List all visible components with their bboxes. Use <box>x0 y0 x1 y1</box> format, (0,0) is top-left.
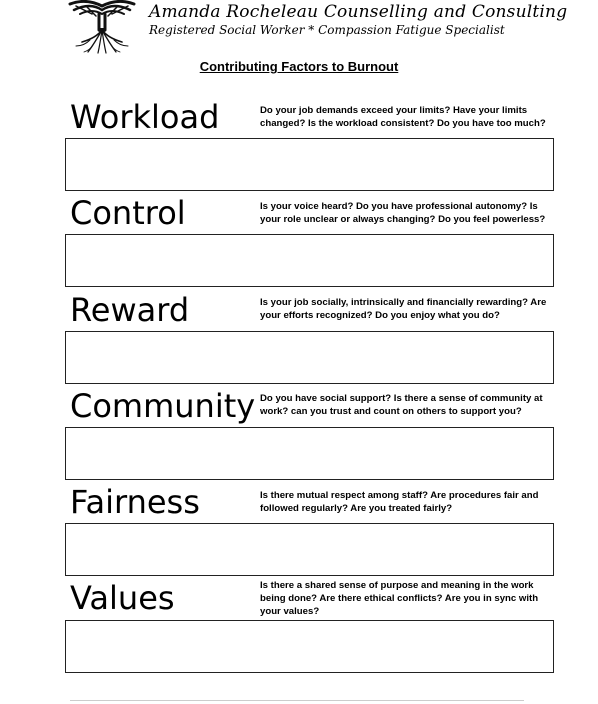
answer-box-community[interactable] <box>65 427 554 480</box>
factor-heading: Workload <box>70 98 220 136</box>
answer-box-workload[interactable] <box>65 138 554 191</box>
section-fairness <box>0 483 598 582</box>
answer-box-control[interactable] <box>65 234 554 287</box>
letterhead <box>0 0 598 56</box>
document-title: Contributing Factors to Burnout <box>199 59 399 74</box>
section-values <box>0 579 598 678</box>
organization-name: Amanda Rocheleau Counselling and Consulting <box>149 2 568 22</box>
factor-question: Is your voice heard? Do you have professional autonomy? Is your role unclear or always changing? Do you feel powerless? <box>260 201 546 225</box>
footer-divider <box>70 700 524 701</box>
section-control <box>0 194 598 293</box>
factor-heading: Values <box>70 579 175 617</box>
factor-question: Do your job demands exceed your limits? Have your limits changed? Is the workload consistent? Do you have too much? <box>260 105 546 129</box>
answer-box-values[interactable] <box>65 620 554 673</box>
answer-box-reward[interactable] <box>65 331 554 384</box>
factor-heading: Fairness <box>70 483 200 521</box>
factor-question: Is there a shared sense of purpose and meaning in the work being done? Are there ethical conflicts? Are you in sync with your values? <box>260 580 539 617</box>
factor-question: Is your job socially, intrinsically and financially rewarding? Are your efforts recognized? Do you enjoy what you do? <box>260 297 547 321</box>
factor-heading: Community <box>70 387 256 425</box>
factor-heading: Reward <box>70 291 190 329</box>
factor-question: Is there mutual respect among staff? Are procedures fair and followed regularly? Are you treated fairly? <box>260 490 539 514</box>
organization-subtitle: Registered Social Worker * Compassion Fatigue Specialist <box>149 23 505 37</box>
section-community <box>0 387 598 486</box>
factor-question: Do you have social support? Is there a sense of community at work? can you trust and count on others to support you? <box>260 393 543 417</box>
answer-box-fairness[interactable] <box>65 523 554 576</box>
section-reward <box>0 291 598 390</box>
factor-heading: Control <box>70 194 186 232</box>
section-workload <box>0 98 598 197</box>
tree-roots-icon <box>66 0 138 54</box>
